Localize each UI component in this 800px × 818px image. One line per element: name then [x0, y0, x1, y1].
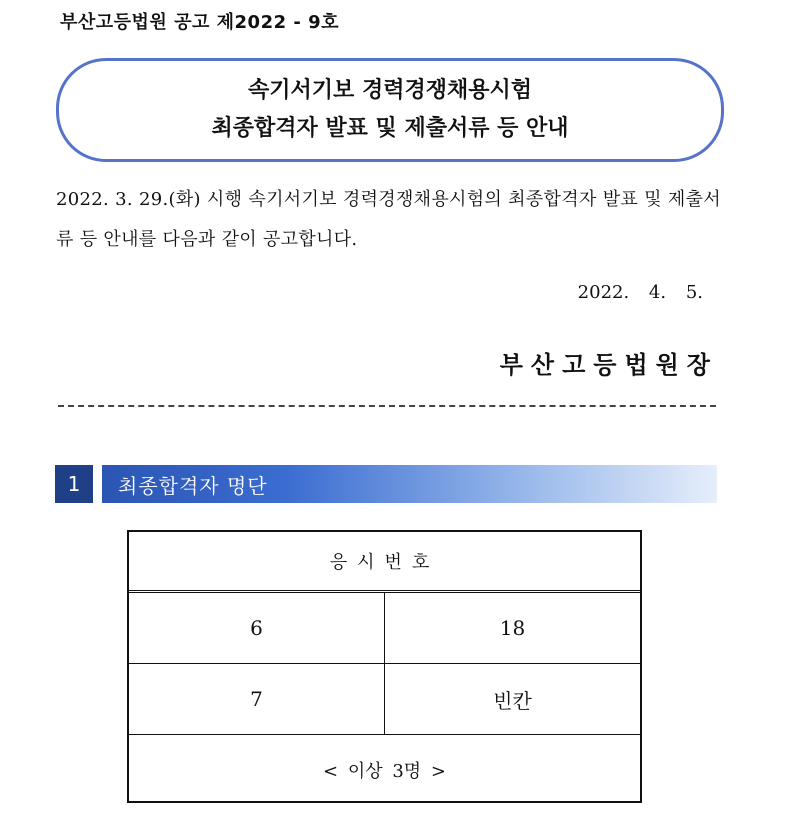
- table-cell: 18: [384, 593, 640, 663]
- issuer-name: 부산고등법원장: [499, 351, 718, 379]
- section-number: 1: [55, 465, 93, 503]
- title-box: [56, 58, 724, 162]
- notice-date: 2022. 4. 5.: [577, 282, 703, 303]
- table-footer: < 이상 3명 >: [323, 760, 446, 782]
- table-cell: 빈칸: [384, 664, 640, 734]
- divider: [58, 405, 716, 407]
- section-title-text: 최종합격자 명단: [118, 473, 268, 498]
- table-row: [129, 593, 640, 664]
- table-cell: 6: [250, 616, 263, 640]
- table-header: 응시번호: [129, 532, 640, 593]
- title-line-1: 속기서기보 경력경쟁채용시험: [248, 78, 532, 103]
- section-title: [102, 465, 717, 503]
- title-line-2: 최종합격자 발표 및 제출서류 등 안내: [211, 116, 569, 141]
- table-row: [129, 664, 640, 735]
- notice-number: 부산고등법원 공고 제2022 - 9호: [60, 12, 340, 33]
- passers-table: [127, 530, 642, 803]
- body-text: 2022. 3. 29.(화) 시행 속기서기보 경력경쟁채용시험의 최종합격자 발표 및 제출서류 등 안내를 다음과 같이 공고합니다.: [56, 189, 721, 250]
- table-cell: 7: [250, 687, 263, 711]
